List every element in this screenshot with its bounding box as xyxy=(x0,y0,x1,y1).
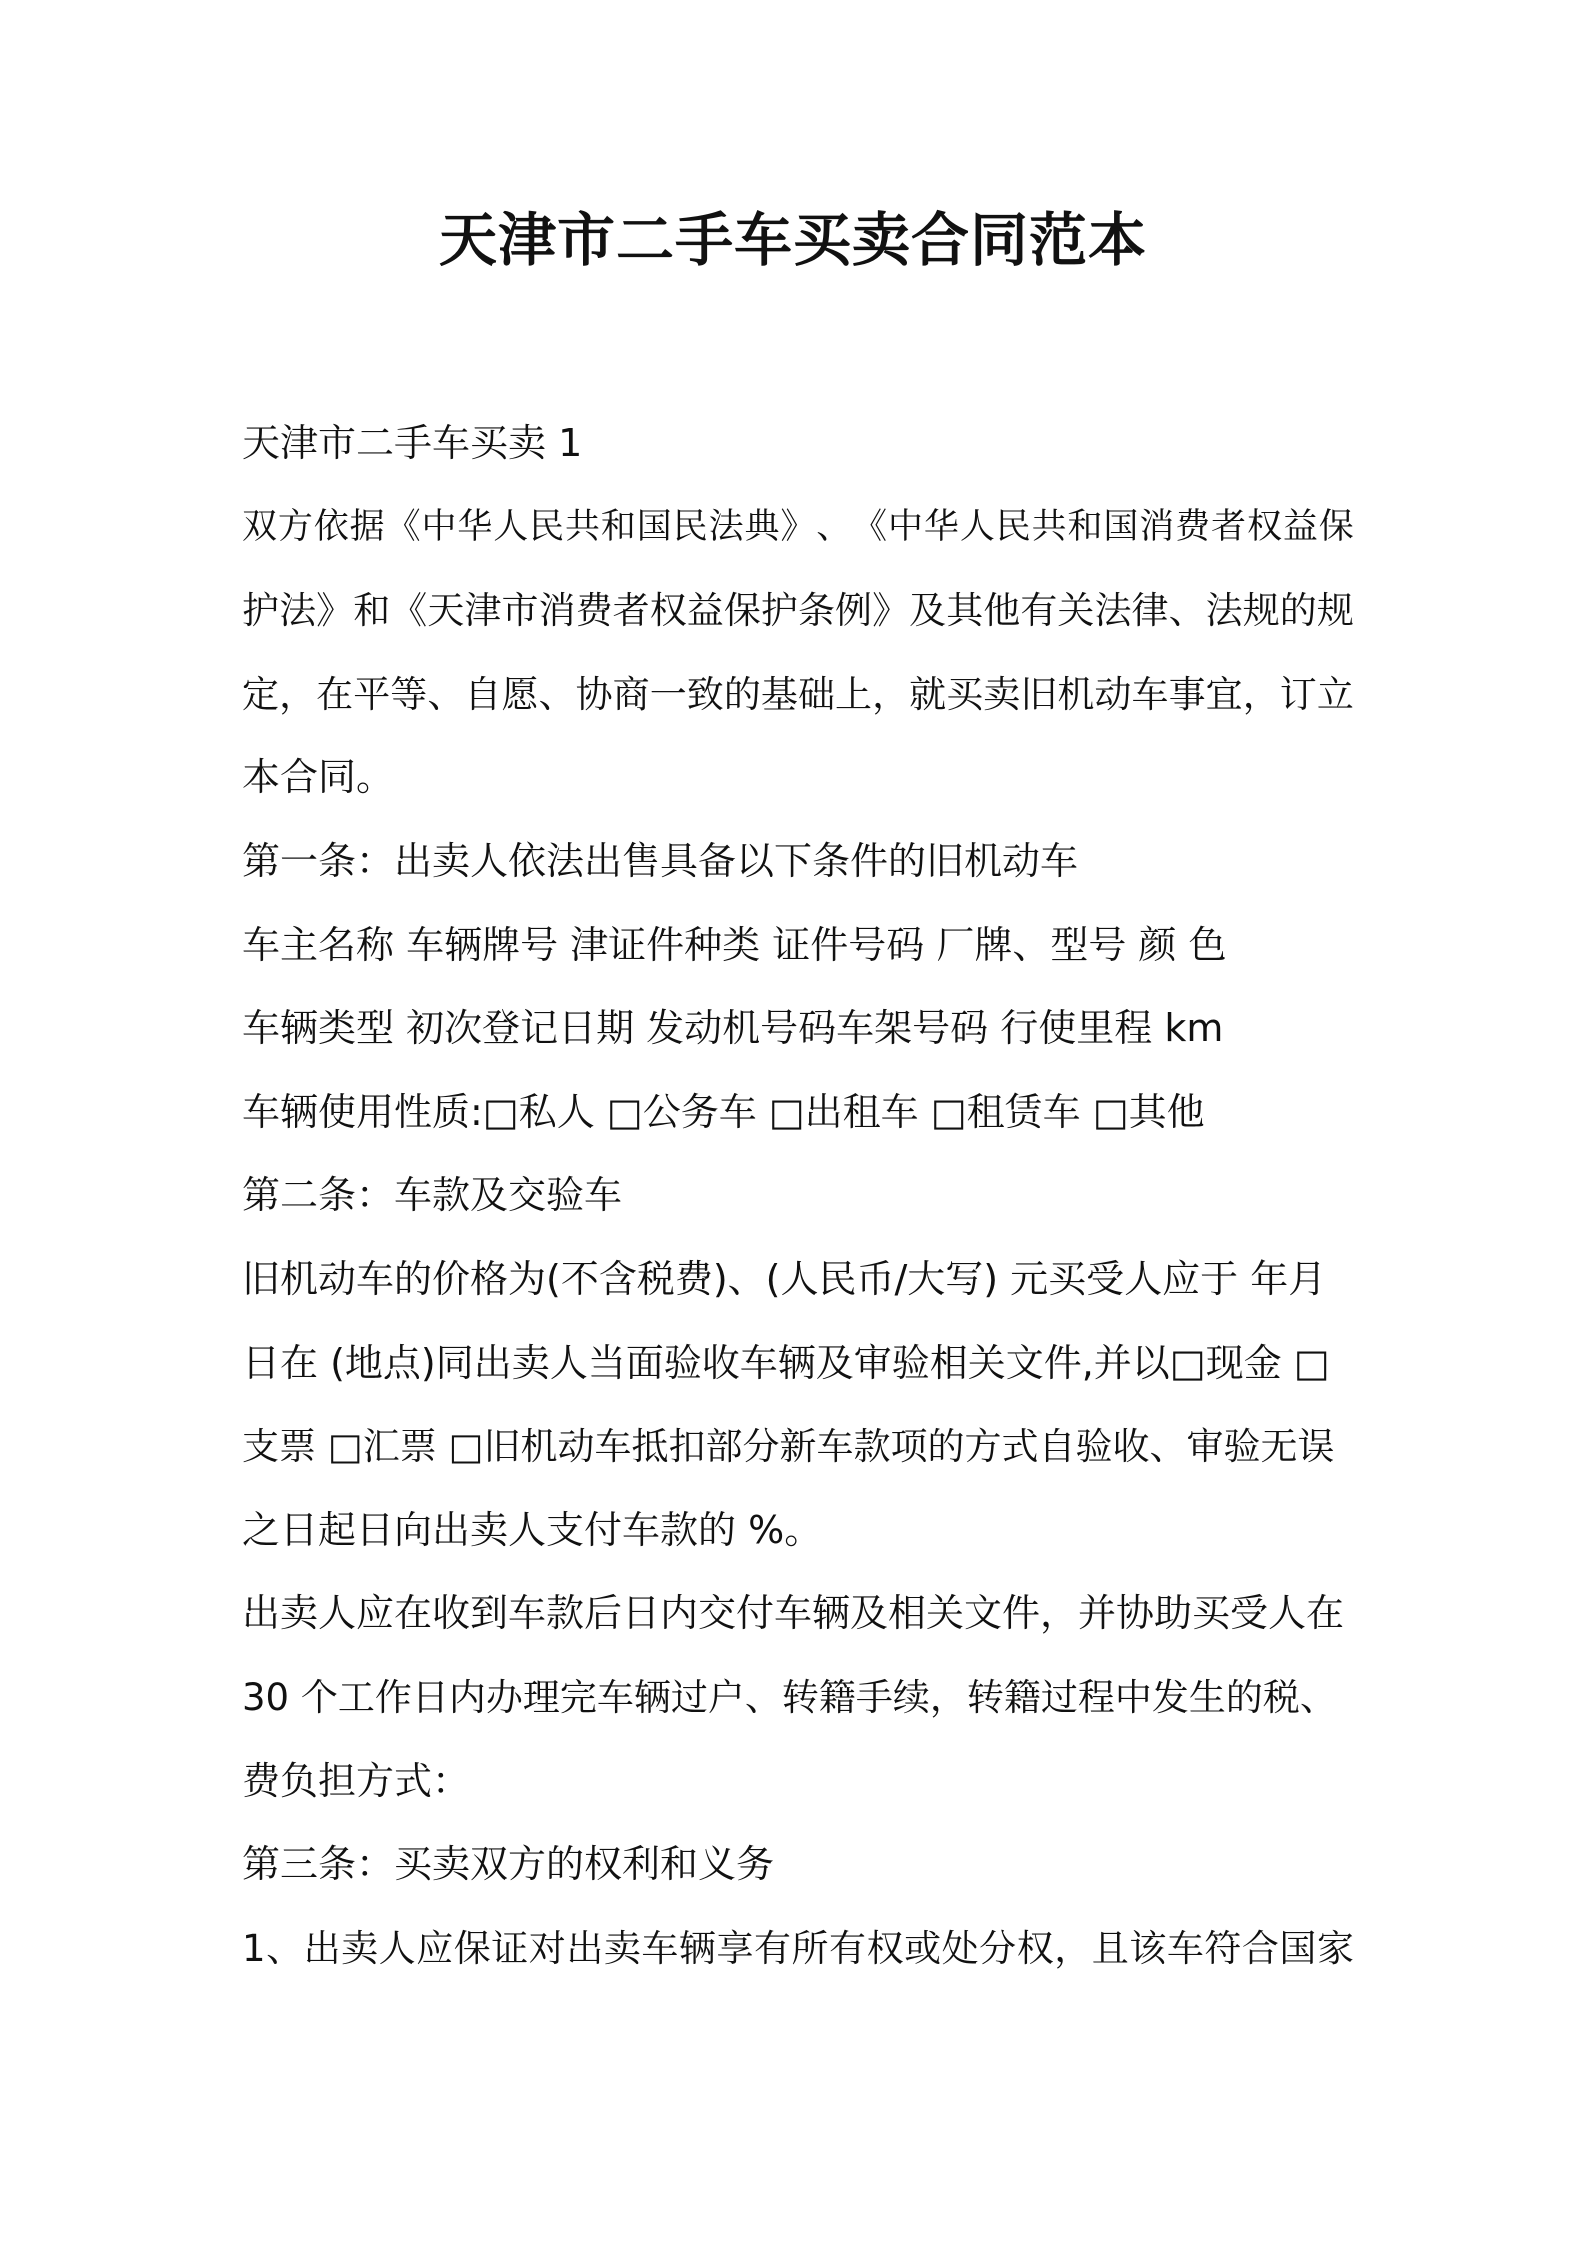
paragraph-line: 车主名称 车辆牌号 津证件种类 证件号码 厂牌、型号 颜 色 xyxy=(242,922,1227,967)
paragraph-line: 出卖人应在收到车款后日内交付车辆及相关文件，并协助买受人在 xyxy=(242,1591,1345,1636)
section-heading: 天津市二手车买卖 1 xyxy=(242,421,583,465)
paragraph-line: 本合同。 xyxy=(242,755,395,800)
paragraph-line: 30 个工作日内办理完车辆过户、转籍手续，转籍过程中发生的税、 xyxy=(242,1675,1337,1719)
paragraph-line: 费负担方式： xyxy=(242,1758,471,1803)
article-heading: 第二条：车款及交验车 xyxy=(242,1173,623,1218)
article-heading: 第三条：买卖双方的权利和义务 xyxy=(242,1842,775,1887)
paragraph-line: 双 方 依 据 《 中 华 人 民 共 和 国 民 法 典 》 、 《 中 华 人 民 共 和 国 消 费 者 权 益 保 xyxy=(242,506,1354,547)
paragraph-line: 车辆类型 初次登记日期 发动机号码车架号码 行使里程 km xyxy=(242,1006,1224,1051)
paragraph-line: 日在 (地点)同出卖人当面验收车辆及审验相关文件,并以□现金 □ xyxy=(242,1340,1330,1385)
document-body xyxy=(242,402,1354,1990)
paragraph-line: 车辆使用性质:□私人 □公务车 □出租车 □租赁车 □其他 xyxy=(242,1089,1205,1134)
paragraph-line: 旧机动车的价格为(不含税费)、(人民币/大写) 元买受人应于 年月 xyxy=(242,1256,1327,1301)
article-heading: 第一条：出卖人依法出售具备以下条件的旧机动车 xyxy=(242,838,1079,883)
paragraph-line: 护 法 》 和 《 天 津 市 消 费 者 权 益 保 护 条 例 》 及 其 他 有 关 法 律 、 法 规 的 规 xyxy=(242,589,1354,633)
document-title: 天津市二手车买卖合同范本 xyxy=(438,206,1147,274)
paragraph-line: 1 、 出 卖 人 应 保 证 对 出 卖 车 辆 享 有 所 有 权 或 处 分 权 ， 且 该 车 符 合 国 家 xyxy=(242,1926,1354,1970)
paragraph-line: 之日起日向出卖人支付车款的 %。 xyxy=(242,1507,823,1552)
paragraph-line: 定 ， 在 平 等 、 自 愿 、 协 商 一 致 的 基 础 上 ， 就 买 卖 旧 机 动 车 事 宜 ， 订 立 xyxy=(242,672,1354,716)
paragraph-line: 支票 □汇票 □旧机动车抵扣部分新车款项的方式自验收、审验无误 xyxy=(242,1425,1335,1469)
